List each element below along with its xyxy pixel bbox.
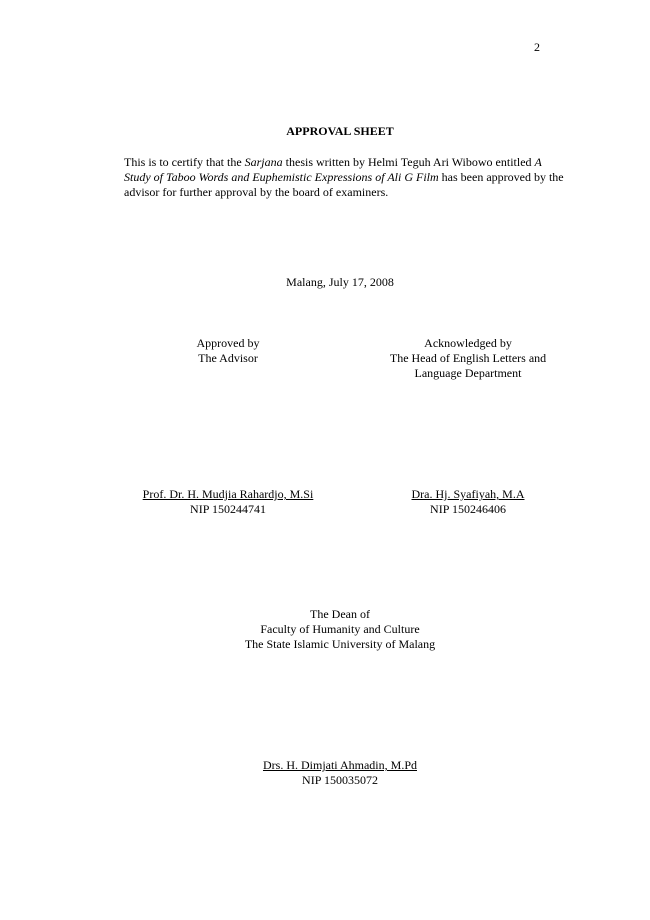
head-header — [368, 336, 568, 381]
advisor-name: Prof. Dr. H. Mudjia Rahardjo, M.Si — [142, 487, 314, 501]
advisor-nip: NIP 150244741 — [190, 502, 266, 516]
intro-line-1 — [124, 155, 493, 169]
intro-line-2-post: has — [438, 170, 458, 184]
approval-date: Malang, July 17, 2008 — [286, 275, 394, 289]
intro-line-1-pre: This is to certify that the — [124, 155, 245, 169]
head-signature-block — [368, 487, 568, 517]
intro-line-2-pre: entitled — [495, 155, 535, 169]
acknowledged-by-label: Acknowledged by — [424, 336, 512, 350]
head-role-line-1: The Head of English Letters and — [389, 351, 547, 365]
dean-signature-block — [0, 758, 650, 788]
dean-name: Drs. H. Dimjati Ahmadin, M.Pd — [262, 758, 417, 772]
head-name: Dra. Hj. Syafiyah, M.A — [411, 487, 525, 501]
advisor-role: The Advisor — [198, 351, 258, 365]
dean-line-1: The Dean of — [310, 607, 370, 621]
dean-nip: NIP 150035072 — [302, 773, 378, 787]
intro-line-1-post: thesis written by Helmi Teguh Ari Wibowo — [282, 155, 493, 169]
head-role-line-2: Language Department — [414, 366, 522, 380]
dean-header — [0, 607, 650, 652]
head-nip: NIP 150246406 — [430, 502, 506, 516]
intro-line-3: been approved by the advisor for further approval by the board of examiners. — [124, 170, 564, 199]
thesis-title: A Study of Taboo Words and Euphemistic Expressions of Ali G Film — [124, 155, 542, 184]
advisor-signature-block — [128, 487, 328, 517]
advisor-header — [128, 336, 328, 366]
document-title: APPROVAL SHEET — [286, 124, 394, 138]
dean-line-2: Faculty of Humanity and Culture — [260, 622, 420, 636]
dean-line-3: The State Islamic University of Malang — [244, 637, 436, 651]
certification-paragraph — [124, 155, 564, 200]
page-number: 2 — [534, 40, 540, 54]
approved-by-label: Approved by — [196, 336, 260, 350]
intro-sarjana: Sarjana — [244, 155, 283, 169]
